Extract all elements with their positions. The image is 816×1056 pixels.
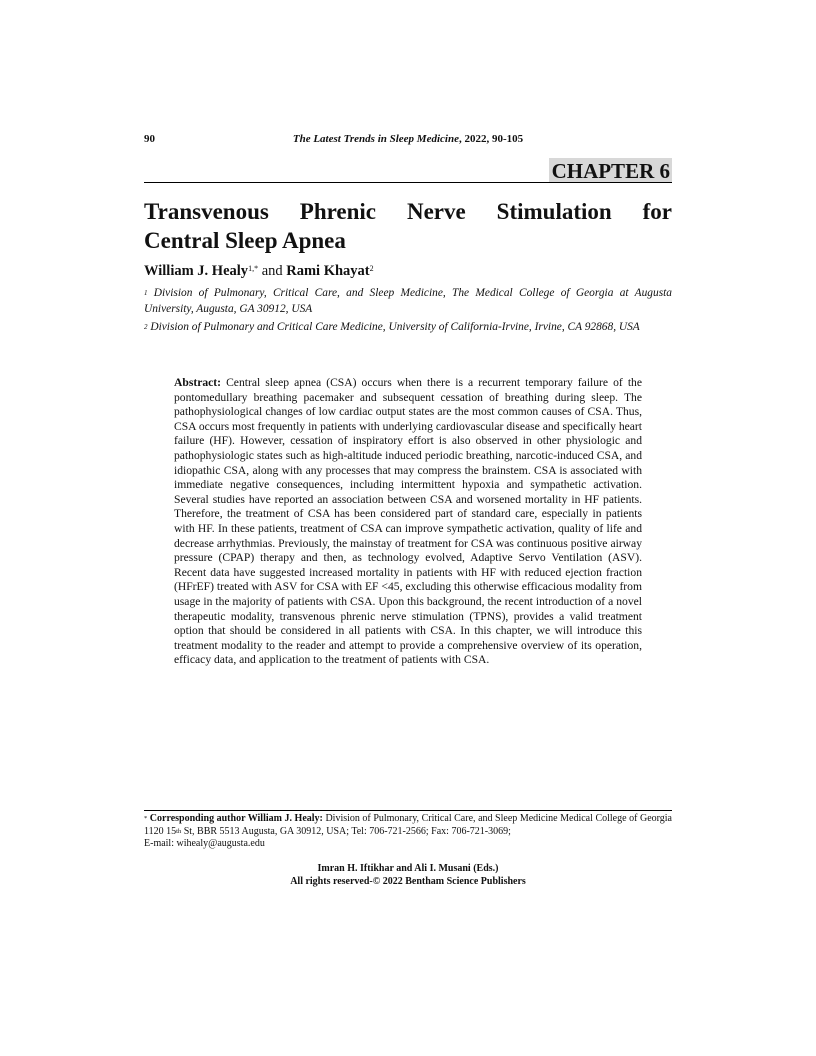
footnote-contact: St, BBR 5513 Augusta, GA 30912, USA; Tel: 706-721-2566; Fax: 706-721-3069; bbox=[181, 825, 511, 837]
affiliation-1 bbox=[144, 286, 672, 317]
abstract bbox=[174, 376, 642, 668]
author-2-name: Rami Khayat bbox=[286, 263, 370, 279]
affiliation-1-text: Division of Pulmonary, Critical Care, and Sleep Medicine, The Medical College of Georgia at Augusta University, Augusta, GA 30912, USA bbox=[144, 287, 672, 315]
author-connector: and bbox=[258, 263, 287, 279]
running-header bbox=[144, 133, 672, 147]
footnote-marker: * bbox=[144, 815, 148, 822]
chapter-title-line-2: Central Sleep Apnea bbox=[144, 228, 346, 253]
copyright-line: All rights reserved-© 2022 Bentham Science Publishers bbox=[290, 876, 526, 887]
author-1-name: William J. Healy bbox=[144, 263, 249, 279]
running-head-title bbox=[144, 133, 672, 145]
author-2-marker: 2 bbox=[369, 264, 374, 273]
chapter-title bbox=[144, 197, 672, 255]
corresponding-author-footnote bbox=[144, 813, 672, 851]
book-title: The Latest Trends in Sleep Medicine bbox=[292, 133, 459, 145]
footnote-ordinal: th bbox=[176, 827, 182, 835]
affiliation-2-marker: 2 bbox=[144, 323, 148, 331]
book-years-pages: , 2022, 90-105 bbox=[458, 133, 524, 145]
chapter-divider bbox=[144, 182, 672, 183]
affiliation-2 bbox=[144, 320, 672, 336]
footnote-label: Corresponding author William J. Healy: bbox=[147, 813, 323, 824]
footnote-divider bbox=[144, 810, 672, 811]
chapter-title-line-1: Transvenous Phrenic Nerve Stimulation for bbox=[144, 199, 672, 224]
footnote-address: Division of Pulmonary, Critical Care, and Sleep Medicine Medical College of Georgia 1120 15 bbox=[144, 813, 673, 837]
affiliation-2-text: Division of Pulmonary and Critical Care Medicine, University of California-Irvine, Irvine, CA 92868, USA bbox=[147, 321, 640, 333]
editors-names: Imran H. Iftikhar and Ali I. Musani (Eds.) bbox=[317, 863, 499, 874]
chapter-label: CHAPTER 6 bbox=[549, 158, 672, 183]
affiliation-1-marker: 1 bbox=[144, 289, 148, 297]
author-1-marker: 1,* bbox=[248, 264, 259, 273]
footnote-email: E-mail: wihealy@augusta.edu bbox=[144, 838, 265, 850]
abstract-text: Central sleep apnea (CSA) occurs when there is a recurrent temporary failure of the pontomedullary breathing pacemaker and subsequent cessation of breathing during sleep. The pathophysiological changes of low cardiac output states are the most common causes of CSA. Thus, CSA occurs most frequently in patients with underlying cardiovascular disease and specifically heart failure (HF). However, cessation of inspiratory effort is also observed in other physiologic and pathophysiologic states such as high-altitude induced periodic breathing, narcotic-induced CSA, and idiopathic CSA, along with any processes that may compress the brainstem. CSA is associated with immediate negative consequences, including intermittent hypoxia and sympathetic activation. Several studies have reported an association between CSA and worsened mortality in HF patients. Therefore, the treatment of CSA has been considered part of standard care, especially in patients with HF. In these patients, treatment of CSA can improve sympathetic activation, quality of life and decrease arrhythmias. Previously, the mainstay of treatment for CSA was continuous positive airway pressure (CPAP) therapy and then, as technology evolved, Adaptive Servo Ventilation (ASV). Recent data have suggested increased mortality in patients with HF with reduced ejection fraction (HFrEF) treated with ASV for CSA with EF <45, excluding this otherwise efficacious modality from usage in the majority of patients with CSA. Upon this background, the recent introduction of a novel therapeutic modality, transvenous phrenic nerve stimulation (TPNS), provides a valid treatment option that should be considered in all patients with CSA. In this chapter, we will introduce this treatment modality to the reader and attempt to provide a comprehensive overview of its operation, efficacy data, and application to the treatment of patients with CSA. bbox=[174, 376, 642, 667]
page-number: 90 bbox=[144, 133, 155, 145]
editors-block bbox=[144, 862, 672, 888]
author-line bbox=[144, 262, 672, 280]
abstract-label: Abstract: bbox=[174, 376, 222, 389]
